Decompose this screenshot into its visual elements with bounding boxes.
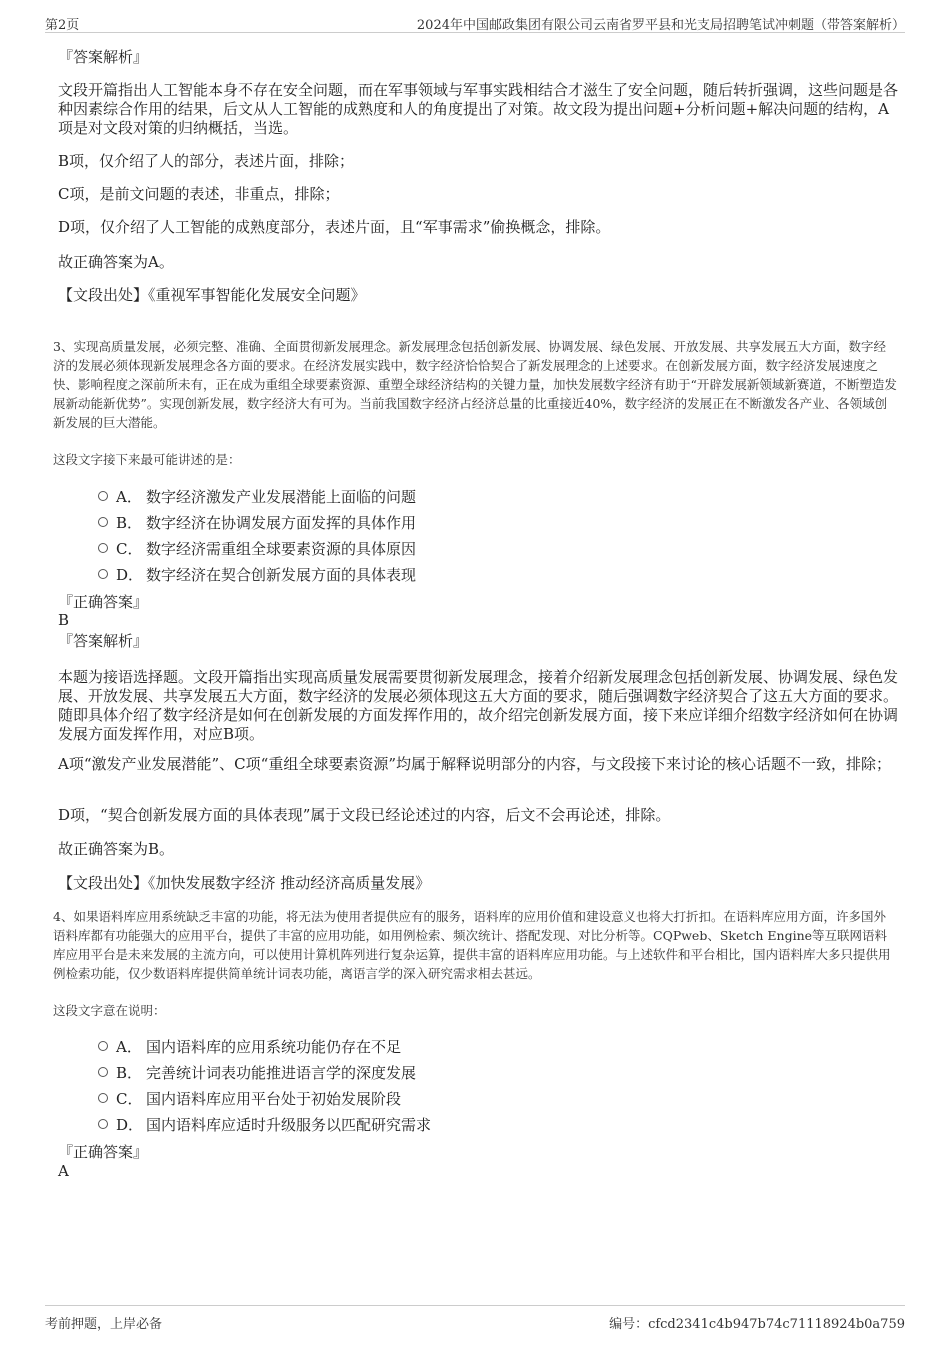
radio-icon[interactable] bbox=[98, 491, 108, 501]
radio-icon[interactable] bbox=[98, 517, 108, 527]
q3-analysis-p4: 故正确答案为B。 bbox=[58, 840, 175, 858]
footer-slogan: 考前押题，上岸必备 bbox=[45, 1317, 163, 1332]
q3-option-a[interactable]: A． 数字经济激发产业发展潜能上面临的问题 bbox=[98, 488, 416, 507]
q4-answer-label: 『正确答案』 bbox=[58, 1143, 149, 1161]
q2-analysis-p4: D项，仅介绍了人工智能的成熟度部分，表述片面，且“军事需求”偷换概念，排除。 bbox=[58, 218, 611, 236]
q3-analysis-p2: A项“激发产业发展潜能”、C项“重组全球要素资源”均属于解释说明部分的内容，与文段接下来讨论的核心话题不一致，排除； bbox=[58, 755, 891, 773]
radio-icon[interactable] bbox=[98, 1067, 108, 1077]
q3-option-c[interactable]: C． 数字经济需重组全球要素资源的具体原因 bbox=[98, 540, 416, 559]
q2-analysis-p5: 故正确答案为A。 bbox=[58, 253, 174, 271]
document-title: 2024年中国邮政集团有限公司云南省罗平县和光支局招聘笔试冲刺题（带答案解析） bbox=[416, 18, 905, 33]
q3-analysis-p1: 本题为接语选择题。文段开篇指出实现高质量发展需要贯彻新发展理念，接着介绍新发展理念包括创新发展、协调发展、绿色发展、开放发展、共享发展五大方面，数字经济的发展必须体现这五大方面的要求，随后强调数字经济契合了这五大方面的要求。随即具体介绍了数字经济是如何在创新发展的方面发挥作用的，故介绍完创新发展方面，接下来应详细介绍数字经济如何在协调发展方面发挥作用，对应B项。 bbox=[58, 668, 899, 743]
radio-icon[interactable] bbox=[98, 1119, 108, 1129]
q3-question: 这段文字接下来最可能讲述的是： bbox=[53, 452, 241, 467]
q4-stem: 4、如果语料库应用系统缺乏丰富的功能，将无法为使用者提供应有的服务，语料库的应用价值和建设意义也将大打折扣。在语料库应用方面，许多国外语料库都有功能强大的应用平台，提供了丰富的应用功能，如用例检索、频次统计、搭配发现、对比分析等。CQPweb、Sketch Engine等互联网语料库应用平台是未来发展的主流方向，可以使用计算机阵列进行复杂运算，提供丰富的语料库应用功能。与上述软件和平台相比，国内语料库大多只提供用例检索功能，仅少数语料库提供简单统计词表功能，离语言学的深入研究需求相去甚远。 bbox=[53, 909, 891, 981]
q3-option-d[interactable]: D． 数字经济在契合创新发展方面的具体表现 bbox=[98, 566, 416, 585]
q2-analysis-p2: B项，仅介绍了人的部分，表述片面，排除； bbox=[58, 152, 355, 170]
radio-icon[interactable] bbox=[98, 1041, 108, 1051]
q4-answer: A bbox=[58, 1162, 69, 1180]
q4-option-a[interactable]: A． 国内语料库的应用系统功能仍存在不足 bbox=[98, 1038, 401, 1057]
q4-option-b[interactable]: B． 完善统计词表功能推进语言学的深度发展 bbox=[98, 1064, 416, 1083]
page-number: 第2页 bbox=[45, 18, 80, 33]
q2-analysis-p3: C项，是前文问题的表述，非重点，排除； bbox=[58, 185, 340, 203]
q2-analysis-label: 『答案解析』 bbox=[58, 48, 149, 66]
document-id: 编号：cfcd2341c4b947b74c71118924b0a759 bbox=[609, 1317, 905, 1332]
page-footer bbox=[45, 1305, 905, 1330]
radio-icon[interactable] bbox=[98, 1093, 108, 1103]
q2-source: 【文段出处】《重视军事智能化发展安全问题》 bbox=[58, 286, 366, 304]
q2-analysis-p1: 文段开篇指出人工智能本身不存在安全问题，而在军事领域与军事实践相结合才滋生了安全问题，随后转折强调，这些问题是各种因素综合作用的结果，后文从人工智能的成熟度和人的角度提出了对策。故文段为提出问题+分析问题+解决问题的结构，A项是对文段对策的归纳概括，当选。 bbox=[58, 81, 899, 137]
q4-question: 这段文字意在说明： bbox=[53, 1003, 166, 1018]
q3-analysis-p3: D项，“契合创新发展方面的具体表现”属于文段已经论述过的内容，后文不会再论述，排除。 bbox=[58, 806, 671, 824]
q3-option-b[interactable]: B． 数字经济在协调发展方面发挥的具体作用 bbox=[98, 514, 416, 533]
q3-stem: 3、实现高质量发展，必须完整、准确、全面贯彻新发展理念。新发展理念包括创新发展、协调发展、绿色发展、开放发展、共享发展五大方面，数字经济的发展必须体现新发展理念各方面的要求。在经济发展实践中，数字经济恰恰契合了新发展理念的上述要求。在创新发展方面，数字经济发展速度之快、影响程度之深前所未有，正在成为重组全球要素资源、重塑全球经济结构的关键力量，加快发展数字经济有助于“开辟发展新领域新赛道，不断塑造发展新动能新优势”。实现创新发展，数字经济大有可为。当前我国数字经济占经济总量的比重接近40%，数字经济的发展正在不断激发各产业、各领域创新发展的巨大潜能。 bbox=[53, 339, 897, 430]
radio-icon[interactable] bbox=[98, 543, 108, 553]
radio-icon[interactable] bbox=[98, 569, 108, 579]
q3-analysis-label: 『答案解析』 bbox=[58, 632, 149, 650]
q3-answer-label: 『正确答案』 bbox=[58, 593, 149, 611]
q4-option-d[interactable]: D． 国内语料库应适时升级服务以匹配研究需求 bbox=[98, 1116, 431, 1135]
q4-option-c[interactable]: C． 国内语料库应用平台处于初始发展阶段 bbox=[98, 1090, 401, 1109]
page-header bbox=[45, 12, 905, 33]
q3-answer: B bbox=[58, 611, 70, 629]
q3-source: 【文段出处】《加快发展数字经济 推动经济高质量发展》 bbox=[58, 874, 431, 892]
